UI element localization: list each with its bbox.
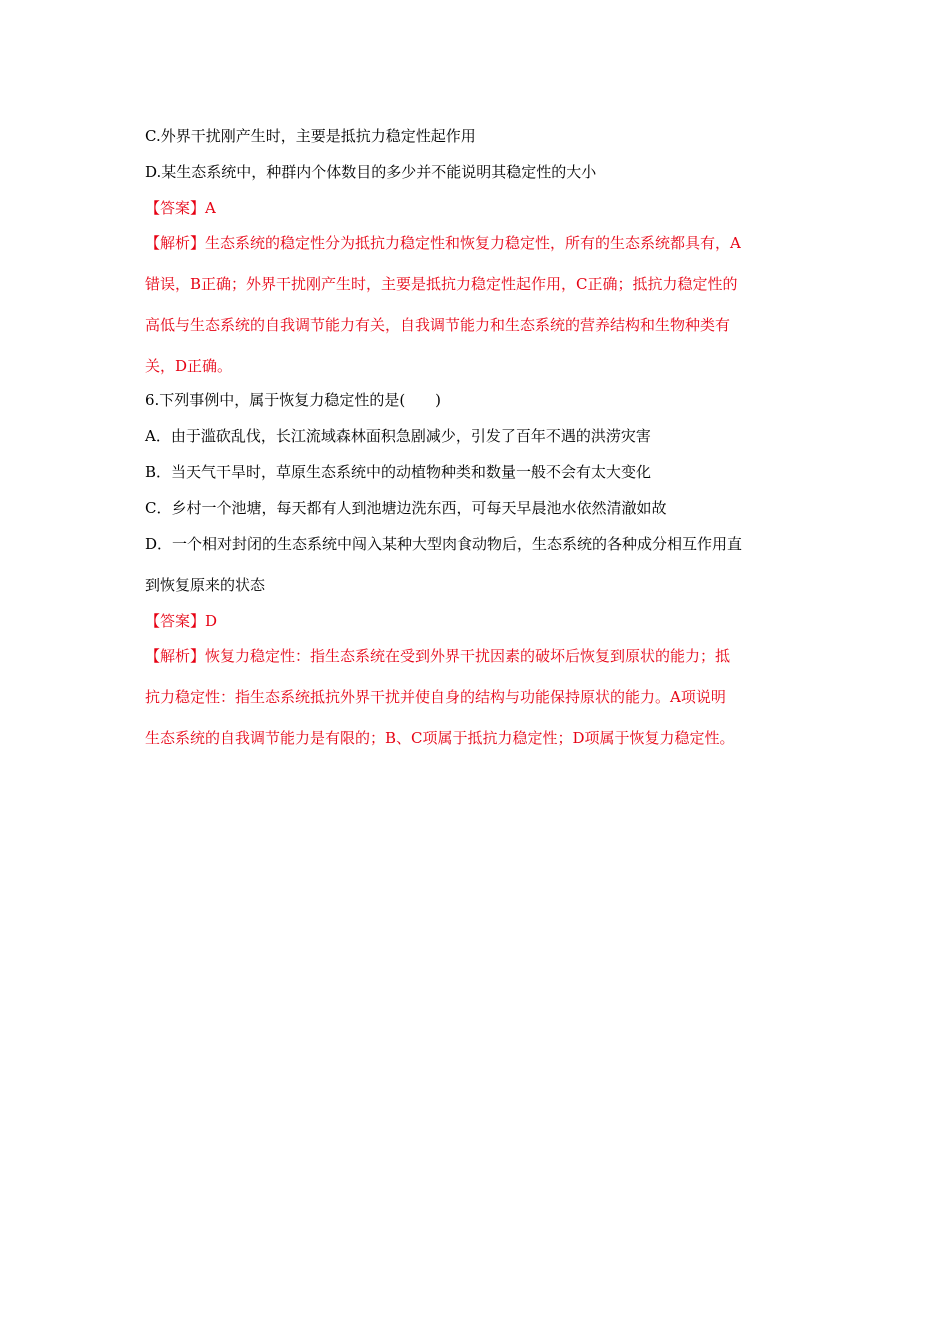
q5-explanation-line-1: 【解析】生态系统的稳定性分为抵抗力稳定性和恢复力稳定性，所有的生态系统都具有，A — [145, 234, 741, 252]
q5-option-d: D.某生态系统中，种群内个体数目的多少并不能说明其稳定性的大小 — [145, 163, 597, 181]
document-content — [145, 124, 810, 760]
q6-explanation — [145, 644, 810, 750]
q6-explanation-line-2: 抗力稳定性：指生态系统抵抗外界干扰并使自身的结构与功能保持原状的能力。A项说明 — [145, 688, 726, 706]
q6-option-b: B．当天气干旱时，草原生态系统中的动植物种类和数量一般不会有太大变化 — [145, 463, 652, 481]
q5-explanation — [145, 231, 810, 378]
q6-explanation-label: 【解析】 — [145, 647, 206, 665]
q6-option-d-line-2: 到恢复原来的状态 — [145, 576, 266, 594]
q6-answer-label: 【答案】 — [145, 612, 206, 630]
q6-option-a: A．由于滥砍乱伐，长江流域森林面积急剧减少，引发了百年不遇的洪涝灾害 — [145, 427, 651, 445]
q5-option-c: C.外界干扰刚产生时，主要是抵抗力稳定性起作用 — [145, 127, 476, 145]
q5-explanation-line-4: 关，D正确。 — [145, 357, 233, 375]
q6-option-d-line-1: D．一个相对封闭的生态系统中闯入某种大型肉食动物后，生态系统的各种成分相互作用直 — [145, 535, 743, 553]
q5-answer — [145, 196, 810, 220]
q6-option-c: C．乡村一个池塘，每天都有人到池塘边洗东西，可每天早晨池水依然清澈如故 — [145, 499, 667, 517]
q5-answer-label: 【答案】 — [145, 199, 206, 217]
q6-explanation-line-3: 生态系统的自我调节能力是有限的；B、C项属于抵抗力稳定性；D项属于恢复力稳定性。 — [145, 729, 735, 747]
q6-answer — [145, 609, 810, 633]
q6-answer-value: D — [205, 612, 218, 630]
q5-answer-value: A — [205, 199, 216, 217]
q5-explanation-line-2: 错误，B正确；外界干扰刚产生时，主要是抵抗力稳定性起作用，C正确；抵抗力稳定性的 — [145, 275, 738, 293]
q6-stem: 6.下列事例中，属于恢复力稳定性的是( ) — [145, 391, 442, 409]
q6-explanation-line-1: 【解析】恢复力稳定性：指生态系统在受到外界干扰因素的破坏后恢复到原状的能力；抵 — [145, 647, 731, 665]
q5-explanation-line-3: 高低与生态系统的自我调节能力有关，自我调节能力和生态系统的营养结构和生物种类有 — [145, 316, 731, 334]
q5-explanation-label: 【解析】 — [145, 234, 206, 252]
